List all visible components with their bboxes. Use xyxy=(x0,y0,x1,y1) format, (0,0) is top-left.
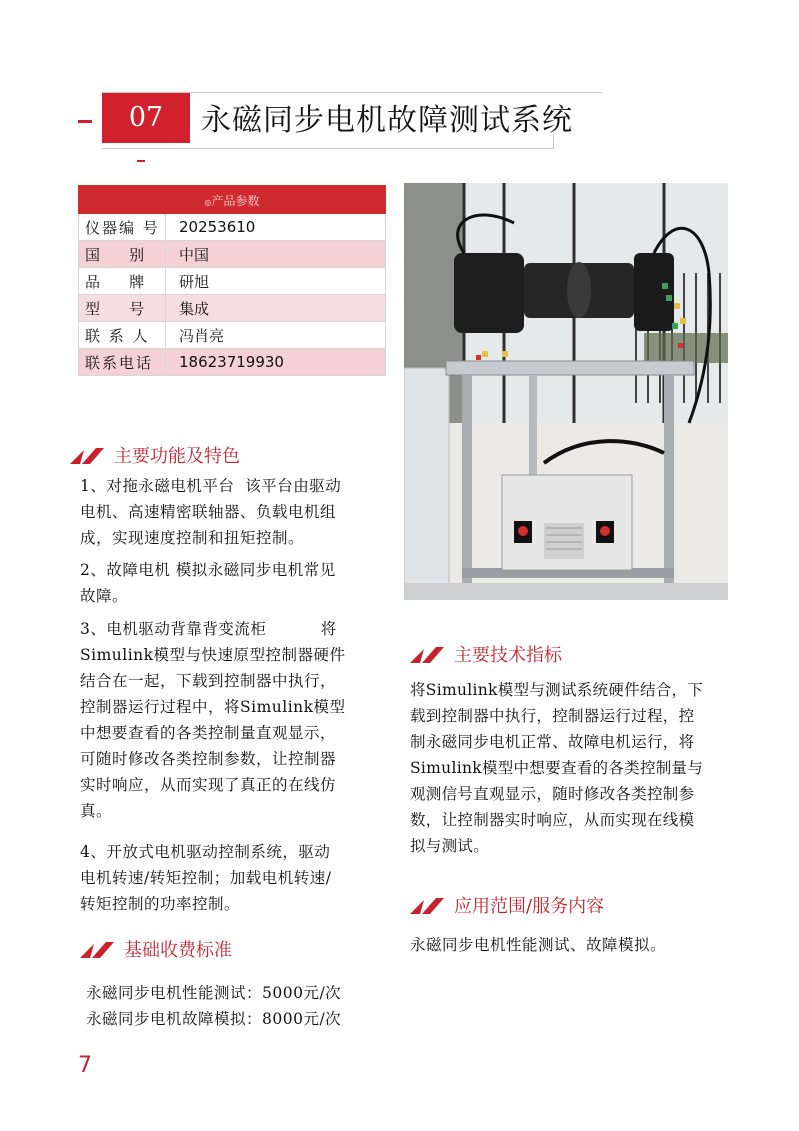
section-heading-fees xyxy=(80,936,232,962)
page-title: 永磁同步电机故障测试系统 xyxy=(201,103,573,138)
param-key: 联 系 人 xyxy=(85,326,150,345)
section-number: 07 xyxy=(102,93,190,143)
param-value: 18623719930 xyxy=(179,353,284,371)
feature-item-4: 4、开放式电机驱动控制系统，驱动 电机转速/转矩控制；加载电机转速/ 转矩控制的功率控制。 xyxy=(80,843,332,913)
section-marker-icon xyxy=(410,645,444,663)
param-value: 中国 xyxy=(179,245,210,264)
feature-item-1: 1、对拖永磁电机平台 该平台由驱动 电机、高速精密联轴器、负载电机组 成，实现速度控制和扭矩控制。 xyxy=(80,477,342,547)
fee-list xyxy=(86,980,341,1032)
params-row xyxy=(78,295,386,322)
params-heading xyxy=(78,185,386,214)
scope-text: 永磁同步电机性能测试、故障模拟。 xyxy=(410,936,667,954)
params-row xyxy=(78,241,386,268)
params-heading-label: 产品参数 xyxy=(211,194,260,208)
header-dash xyxy=(78,120,92,123)
params-row xyxy=(78,268,386,295)
bullet-icon: ◎ xyxy=(204,198,212,207)
params-row xyxy=(78,322,386,349)
params-table xyxy=(78,185,386,377)
section-heading-features xyxy=(70,442,240,468)
page-number: 7 xyxy=(78,1053,92,1078)
fees-heading: 基础收费标准 xyxy=(124,940,232,961)
fee-line: 永磁同步电机故障模拟：8000元/次 xyxy=(86,1010,342,1028)
param-key: 联系电话 xyxy=(85,353,154,372)
fee-line: 永磁同步电机性能测试：5000元/次 xyxy=(86,984,342,1002)
params-row xyxy=(78,214,386,241)
header-rule-bottom xyxy=(102,148,554,149)
feature-item-2: 2、故障电机 模拟永磁同步电机常见 故障。 xyxy=(80,561,336,605)
param-key: 型 号 xyxy=(85,299,147,318)
specs-heading: 主要技术指标 xyxy=(454,645,562,666)
param-key: 品 牌 xyxy=(85,272,147,291)
param-value: 集成 xyxy=(179,299,210,318)
param-value: 20253610 xyxy=(179,218,256,236)
section-heading-scope xyxy=(410,892,604,918)
section-marker-icon xyxy=(70,446,104,464)
param-value: 研旭 xyxy=(179,272,210,291)
section-marker-icon xyxy=(410,896,444,914)
feature-item-3: 3、电机驱动背靠背变流柜 将 Simulink模型与快速原型控制器硬件 结合在一起，下载到控制器中执行， 控制器运行过程中，将Simulink模型 中想要查看的各类控制量直观显示， 可随时修改各类控制参数，让控制器 实时响应，从而实现了真正的在线仿 真。 xyxy=(80,620,346,820)
specs-text: 将Simulink模型与测试系统硬件结合，下 载到控制器中执行，控制器运行过程，控 制永磁同步电机正常、故障电机运行，将 Simulink模型中想要查看的各类控制量与 观测信号直观显示，随时修改各类控制参 数，让控制器实时响应，从而实现在线模 拟与测试。 xyxy=(410,681,704,855)
section-heading-specs xyxy=(410,641,562,667)
section-marker-icon xyxy=(80,940,114,958)
header-dash-small xyxy=(137,160,145,162)
param-key: 国 别 xyxy=(85,245,147,264)
equipment-photo xyxy=(404,183,728,600)
features-heading: 主要功能及特色 xyxy=(114,446,240,467)
params-row xyxy=(78,349,386,376)
param-value: 冯肖亮 xyxy=(179,326,225,345)
param-key: 仪器编 号 xyxy=(85,218,160,237)
scope-heading: 应用范围/服务内容 xyxy=(454,896,605,917)
